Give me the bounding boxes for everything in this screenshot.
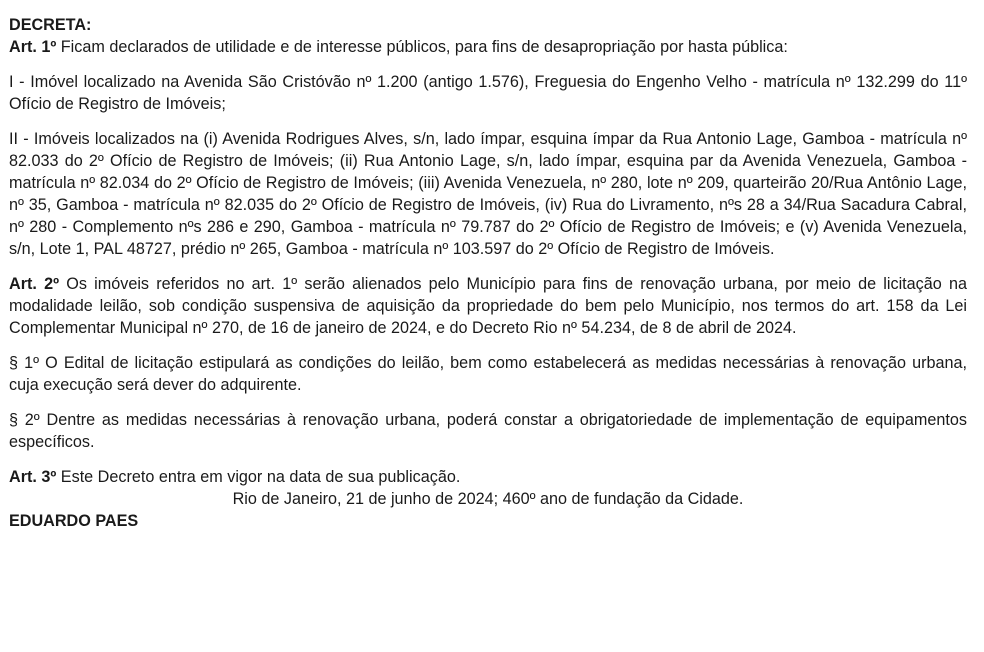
article-2-label: Art. 2º (9, 275, 60, 293)
article-2 (9, 273, 967, 339)
place-and-date: Rio de Janeiro, 21 de junho de 2024; 460º ano de fundação da Cidade. (232, 490, 744, 508)
article-2-paragraph-1: § 1º O Edital de licitação estipulará as condições do leilão, bem como estabelecerá as medidas necessárias à renovação urbana, cuja execução será dever do adquirente. (9, 354, 967, 394)
article-1-text: Ficam declarados de utilidade e de interesse públicos, para fins de desapropriação por hasta pública: (60, 38, 788, 56)
article-1-label: Art. 1º (9, 38, 57, 56)
signature-name: EDUARDO PAES (9, 512, 139, 530)
decree-document (9, 14, 967, 532)
article-3-label: Art. 3º (9, 468, 57, 486)
article-2-paragraph-2: § 2º Dentre as medidas necessárias à renovação urbana, poderá constar a obrigatoriedade de implementação de equipamentos específicos. (9, 411, 967, 451)
decree-heading: DECRETA: (9, 16, 92, 34)
article-3 (9, 466, 967, 488)
article-1-item-1: I - Imóvel localizado na Avenida São Cristóvão nº 1.200 (antigo 1.576), Freguesia do Engenho Velho - matrícula nº 132.299 do 11º Ofício de Registro de Imóveis; (9, 73, 967, 113)
article-2-text: Os imóveis referidos no art. 1º serão alienados pelo Município para fins de renovação urbana, por meio de licitação na modalidade leilão, sob condição suspensiva de aquisição da propriedade do bem pelo Município, nos termos do art. 158 da Lei Complementar Municipal nº 270, de 16 de janeiro de 2024, e do Decreto Rio nº 54.234, de 8 de abril de 2024. (9, 275, 968, 337)
article-3-text: Este Decreto entra em vigor na data de sua publicação. (60, 468, 461, 486)
article-1-item-2: II - Imóveis localizados na (i) Avenida Rodrigues Alves, s/n, lado ímpar, esquina ímpar da Rua Antonio Lage, Gamboa - matrícula nº 82.033 do 2º Ofício de Registro de Imóveis; (ii) Rua Antonio Lage, s/n, lado ímpar, esquina par da Avenida Venezuela, Gamboa - matrícula nº 82.034 do 2º Ofício de Registro de Imóveis; (iii) Avenida Venezuela, nº 280, lote nº 209, quarteirão 20/Rua Antônio Lage, nº 35, Gamboa - matrícula nº 82.035 do 2º Ofício de Registro de Imóveis, (iv) Rua do Livramento, nºs 28 a 34/Rua Sacadura Cabral, nº 280 - Complemento nºs 286 e 290, Gamboa - matrícula nº 79.787 do 2º Ofício de Registro de Imóveis; e (v) Avenida Venezuela, s/n, Lote 1, PAL 48727, prédio nº 265, Gamboa - matrícula nº 103.597 do 2º Ofício de Registro de Imóveis. (9, 130, 967, 258)
article-1 (9, 36, 967, 58)
